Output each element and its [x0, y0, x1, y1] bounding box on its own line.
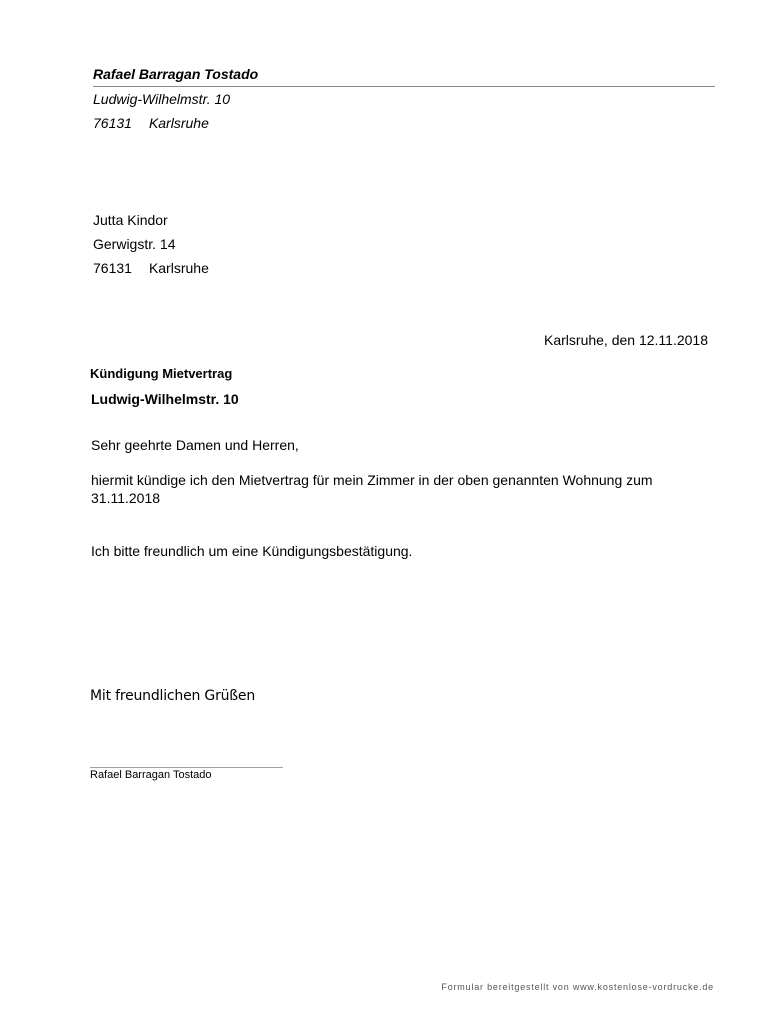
- footer-credit: Formular bereitgestellt von www.kostenlose-vordrucke.de: [441, 982, 714, 992]
- signature-line: [90, 767, 283, 768]
- subject-address: Ludwig-Wilhelmstr. 10: [91, 391, 239, 407]
- sender-street: Ludwig-Wilhelmstr. 10: [93, 91, 231, 107]
- salutation: Sehr geehrte Damen und Herren,: [91, 437, 299, 453]
- body-paragraph-2: Ich bitte freundlich um eine Kündigungsbestätigung.: [91, 543, 413, 559]
- sender-postal-code: 76131: [93, 115, 132, 131]
- sender-city: Karlsruhe: [148, 115, 209, 131]
- recipient-street: Gerwigstr. 14: [93, 236, 176, 252]
- sender-city-line: [93, 115, 209, 131]
- recipient-city: Karlsruhe: [148, 260, 209, 276]
- signature-name: Rafael Barragan Tostado: [90, 769, 212, 781]
- sender-name: Rafael Barragan Tostado: [93, 66, 259, 82]
- recipient-city-line: [93, 260, 209, 276]
- recipient-postal-code: 76131: [93, 260, 132, 276]
- closing: Mit freundlichen Grüßen: [90, 688, 255, 704]
- body-paragraph-1: hiermit kündige ich den Mietvertrag für mein Zimmer in der oben genannten Wohnung zum 31.11.2018: [91, 472, 653, 506]
- subject-title: Kündigung Mietvertrag: [90, 366, 233, 381]
- place-date: Karlsruhe, den 12.11.2018: [544, 332, 708, 348]
- recipient-name: Jutta Kindor: [93, 212, 168, 228]
- sender-divider: [93, 86, 715, 87]
